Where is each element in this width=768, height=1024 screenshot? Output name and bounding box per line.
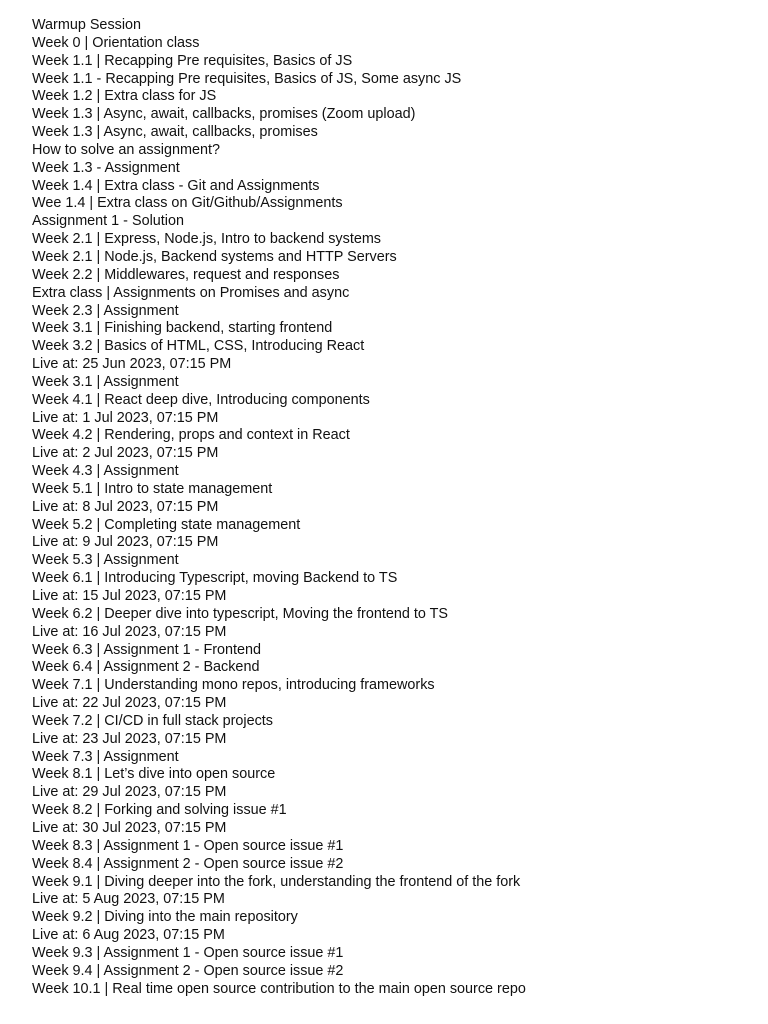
list-item[interactable]: Week 8.4 | Assignment 2 - Open source issue #2	[32, 855, 344, 872]
live-time-text: Live at: 22 Jul 2023, 07:15 PM	[32, 695, 227, 712]
list-item[interactable]: Assignment 1 - Solution	[32, 213, 184, 230]
live-time-text: Live at: 15 Jul 2023, 07:15 PM	[32, 588, 227, 604]
list-item[interactable]: Week 1.2 | Extra class for JS	[32, 88, 217, 105]
live-time-text: Live at: 29 Jul 2023, 07:15 PM	[32, 784, 227, 801]
list-item[interactable]: Week 6.4 | Assignment 2 - Backend	[32, 659, 260, 676]
list-item[interactable]: Week 9.1 | Diving deeper into the fork, understanding the frontend of the fork	[32, 873, 521, 890]
list-item[interactable]: Week 4.2 | Rendering, props and context in React	[32, 427, 350, 444]
live-time-text: Live at: 30 Jul 2023, 07:15 PM	[32, 819, 227, 836]
list-item[interactable]: Week 5.2 | Completing state management	[32, 516, 301, 533]
list-item[interactable]: Week 5.3 | Assignment	[32, 552, 179, 569]
list-item[interactable]: Week 5.1 | Intro to state management	[32, 480, 273, 497]
list-item[interactable]: Week 2.2 | Middlewares, request and responses	[32, 266, 340, 283]
list-item[interactable]: Extra class | Assignments on Promises and async	[32, 284, 350, 301]
live-time-text: Live at: 6 Aug 2023, 07:15 PM	[32, 927, 225, 944]
list-item[interactable]: Week 1.1 - Recapping Pre requisites, Basics of JS, Some async JS	[32, 70, 462, 87]
list-item[interactable]: Week 9.4 | Assignment 2 - Open source issue #2	[32, 962, 344, 979]
list-item[interactable]: Week 3.1 | Finishing backend, starting frontend	[32, 320, 333, 337]
list-item[interactable]: Week 2.1 | Node.js, Backend systems and HTTP Servers	[32, 248, 397, 265]
list-item[interactable]: Week 1.3 | Async, await, callbacks, promises	[32, 124, 318, 141]
list-item[interactable]: Week 3.1 | Assignment	[32, 373, 179, 390]
list-item[interactable]: Week 1.1 | Recapping Pre requisites, Basics of JS	[32, 52, 353, 69]
list-item[interactable]: Week 8.1 | Let’s dive into open source	[32, 766, 276, 783]
list-item[interactable]: Wee 1.4 | Extra class on Git/Github/Assignments	[32, 195, 343, 212]
list-item[interactable]: How to solve an assignment?	[32, 141, 220, 158]
list-item[interactable]: Week 2.1 | Express, Node.js, Intro to backend systems	[32, 231, 382, 248]
list-item[interactable]: Week 9.3 | Assignment 1 - Open source issue #1	[32, 944, 344, 961]
list-item[interactable]: Week 9.2 | Diving into the main repository	[32, 909, 298, 926]
list-item[interactable]: Week 10.1 | Real time open source contribution to the main open source repo	[32, 980, 526, 997]
list-item[interactable]: Week 1.4 | Extra class - Git and Assignments	[32, 177, 320, 194]
live-time-text: Live at: 8 Jul 2023, 07:15 PM	[32, 498, 219, 515]
list-item[interactable]: Week 1.3 - Assignment	[32, 159, 180, 176]
course-content-list	[32, 17, 752, 998]
list-item[interactable]: Week 7.2 | CI/CD in full stack projects	[32, 712, 274, 729]
list-item[interactable]: Week 4.3 | Assignment	[32, 463, 179, 480]
list-item[interactable]: Week 3.2 | Basics of HTML, CSS, Introducing React	[32, 338, 365, 355]
list-item[interactable]: Week 1.3 | Async, await, callbacks, promises (Zoom upload)	[32, 106, 416, 123]
live-time-text: Live at: 23 Jul 2023, 07:15 PM	[32, 730, 227, 747]
live-time-text: Live at: 2 Jul 2023, 07:15 PM	[32, 445, 219, 462]
live-time-text: Live at: 9 Jul 2023, 07:15 PM	[32, 534, 219, 551]
live-time-text: Live at: 25 Jun 2023, 07:15 PM	[32, 356, 232, 373]
live-time-text: Live at: 16 Jul 2023, 07:15 PM	[32, 623, 227, 640]
list-item[interactable]: Week 6.2 | Deeper dive into typescript, Moving the frontend to TS	[32, 605, 448, 622]
list-item[interactable]: Week 7.3 | Assignment	[32, 748, 179, 765]
list-item[interactable]: Week 0 | Orientation class	[32, 34, 200, 51]
list-item[interactable]: Week 8.2 | Forking and solving issue #1	[32, 802, 287, 819]
list-item[interactable]: Week 6.3 | Assignment 1 - Frontend	[32, 641, 262, 658]
list-item[interactable]: Week 8.3 | Assignment 1 - Open source issue #1	[32, 837, 344, 854]
list-item[interactable]: Week 4.1 | React deep dive, Introducing components	[32, 391, 370, 408]
live-time-text: Live at: 5 Aug 2023, 07:15 PM	[32, 891, 225, 908]
live-time-text: Live at: 1 Jul 2023, 07:15 PM	[32, 409, 219, 426]
list-item[interactable]: Week 7.1 | Understanding mono repos, introducing frameworks	[32, 677, 435, 694]
list-item[interactable]: Week 6.1 | Introducing Typescript, moving Backend to TS	[32, 570, 398, 587]
list-item[interactable]: Warmup Session	[32, 17, 142, 33]
list-item[interactable]: Week 2.3 | Assignment	[32, 302, 179, 319]
